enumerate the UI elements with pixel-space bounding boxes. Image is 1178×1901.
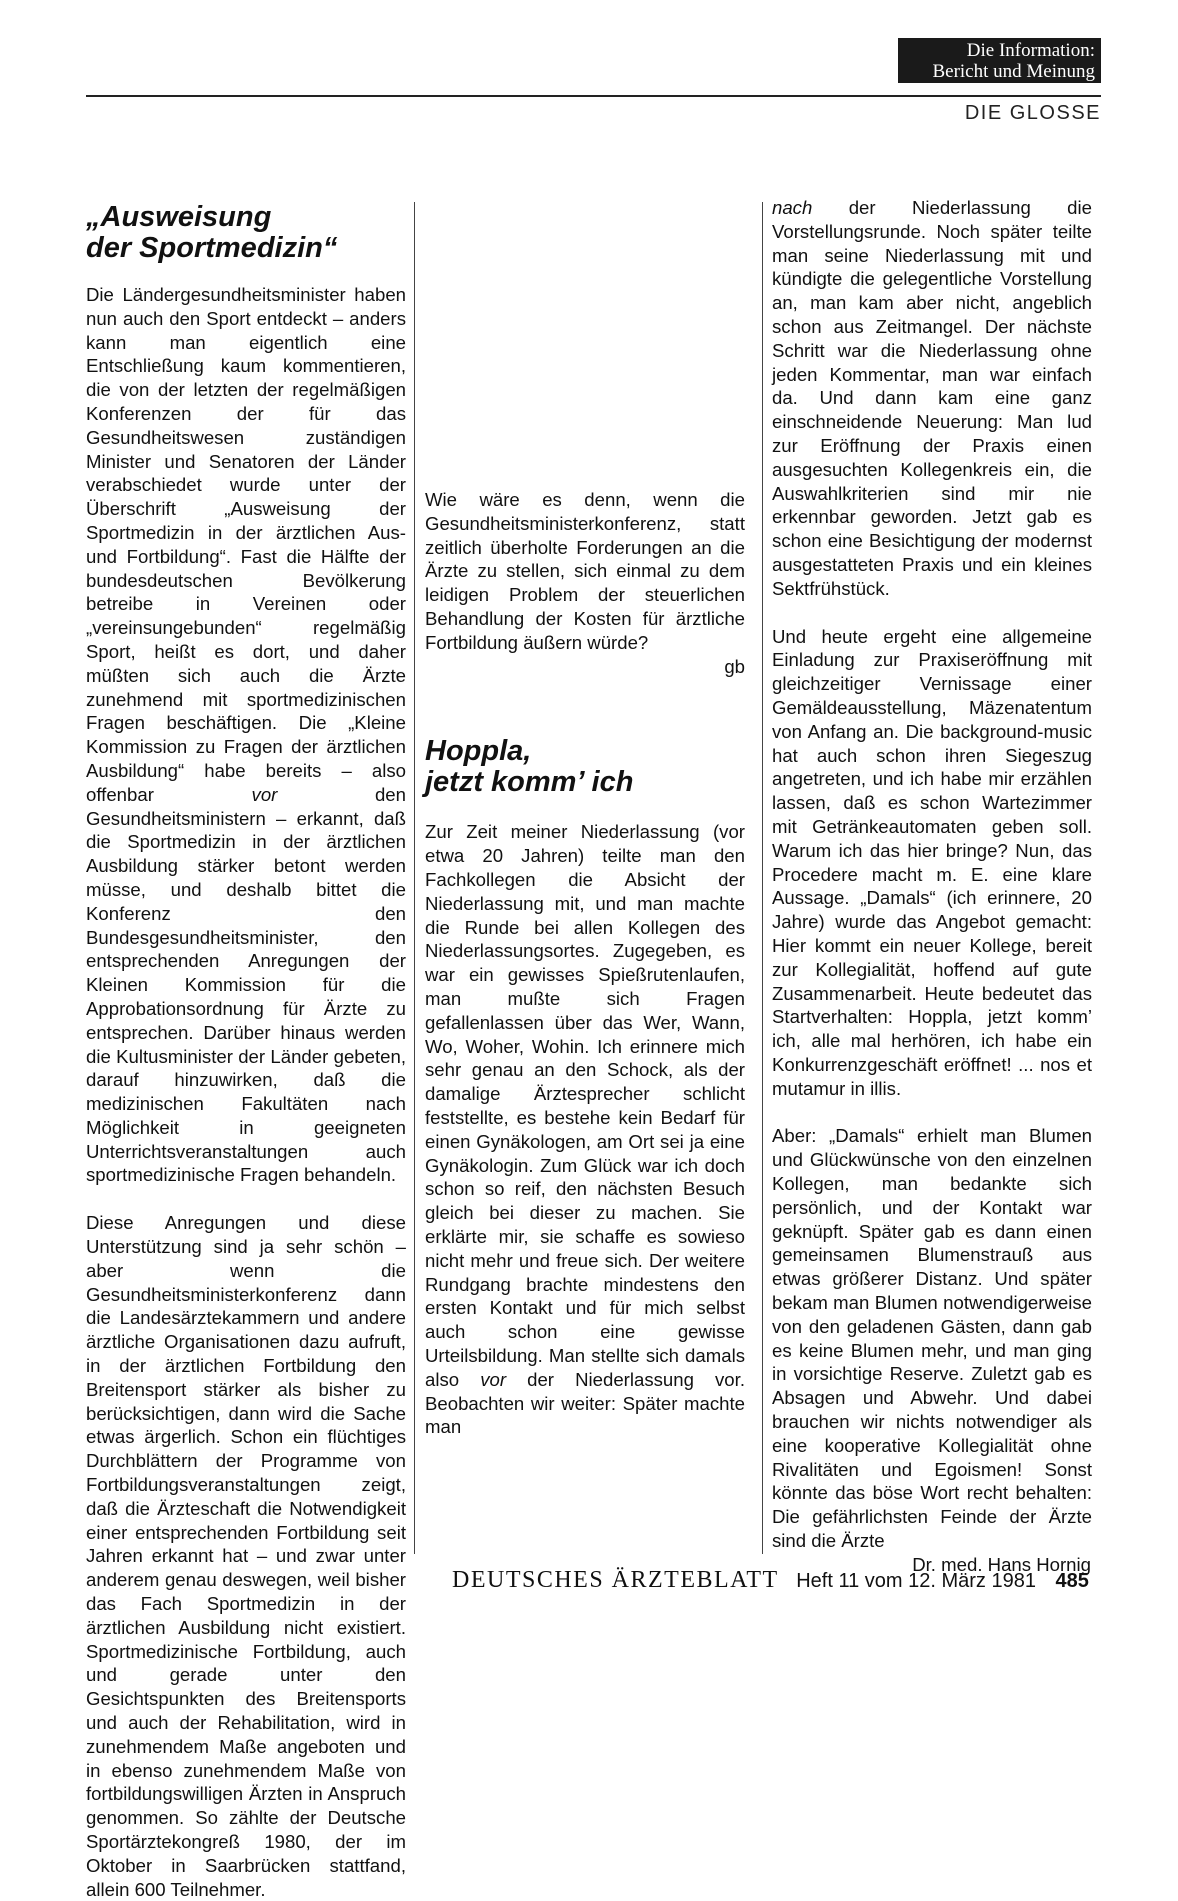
column-divider-2 xyxy=(762,202,763,1554)
article1-title-line2: der Sportmedizin“ xyxy=(86,232,338,264)
article2-paragraph-3: Aber: „Damals“ erhielt man Blumen und Glückwünsche von den einzelnen Kollegen, man bedankte sich persönlich, und der Kontakt war geknüpft. Später gab es dann einen gemeinsamen Blumenstrauß aus etwas größerer Distanz. Und später bekam man Blumen notwendigerweise von den geladenen Gästen, dann gab es keine Blumen mehr, und man ging in vorsichtige Reserve. Zuletzt gab es Absagen und Abwehr. Und dabei brauchen wir nichts notwendiger als eine kooperative Kollegialität ohne Rivalitäten und Egoismen! Sonst könnte das böse Wort recht behalten: Die gefährlichsten Feinde der Ärzte sind die Ärzte xyxy=(772,1125,1092,1552)
article2-p1-emphasis-2: nach xyxy=(772,197,813,218)
paragraph-gap xyxy=(772,601,1092,625)
article2-paragraph-1-continued xyxy=(772,196,1092,601)
article1-title xyxy=(86,202,406,264)
article2-p1-text-a: Zur Zeit meiner Niederlassung (vor etwa 20 Jahren) teilte man den Fachkollegen die Absicht der Niederlassung mit, und man machte die Runde bei allen Kollegen des Niederlassungsortes. Zugegeben, es war ein gewisses Spießrutenlaufen, man mußte sich Fragen gefallenlassen über das Wer, Wann, Wo, Woher, Wohin. Ich erinnere mich sehr genau an den Schock, als der damalige Ärztesprecher schlicht feststellte, es bestehe kein Bedarf für einen Gynäkologen, am Ort sei ja eine Gynäkologin. Zum Glück war ich doch schon so reif, den nächsten Besuch gleich bei dieser zu machen. Sie erklärte mir, sie schaffe es sowieso nicht mehr und freue sich. Der weitere Rundgang brachte mindestens den ersten Kontakt und für mich selbst auch schon eine gewisse Urteilsbildung. Man stellte sich damals also xyxy=(425,821,745,1390)
column-2 xyxy=(425,196,745,1439)
article1-p1-emphasis: vor xyxy=(251,783,278,805)
page-footer xyxy=(452,1567,1089,1594)
article2-p1-emphasis-1: vor xyxy=(480,1368,507,1390)
issue-info: Heft 11 vom 12. März 1981 xyxy=(796,1570,1036,1592)
article1-p1-text-b: den Gesundheitsministern – erkannt, daß die Sportmedizin in der ärztlichen Ausbildung stärker betont werden müsse, und deshalb bittet die Konferenz den Bundesgesundheitsminister, den entsprechenden Anregungen der Kleinen Kommission für die Approbationsordnung für Ärzte zu entsprechen. Darüber hinaus werden die Kultusminister der Länder gebeten, darauf hinzuwirken, daß die medizinischen Fakultäten nach Möglichkeit in geeigneten Unterrichtsveranstaltungen auch sportmedizinische Fragen behandeln. xyxy=(86,783,406,1186)
article2-title xyxy=(425,736,745,798)
article1-paragraph-1 xyxy=(86,283,406,1187)
section-badge xyxy=(898,38,1101,83)
article1-signature: gb xyxy=(724,655,745,677)
column-3 xyxy=(772,196,1092,1577)
column-divider-1 xyxy=(414,202,415,1554)
paragraph-gap xyxy=(772,1100,1092,1124)
article2-p1-text-b: der Niederlassung vor. Beobachten wir weiter: Später machte man xyxy=(425,1368,745,1438)
article2-signature: Dr. med. Hans Hornig xyxy=(912,1553,1091,1575)
article1-title-line1: „Ausweisung xyxy=(86,201,272,233)
column-2-continuation-space xyxy=(425,196,745,488)
article2-p1-text-c: der Niederlassung die Vorstellungsrunde. Noch später teilte man seine Niederlassung mit und kündigte die gelegentliche Vorstellung an, man kam aber nicht, angeblich schon aus Zeitmangel. Der nächste Schritt war die Niederlassung ohne jeden Kommentar, man war einfach da. Und dann kam eine ganz einschneidende Neuerung: Man lud zur Eröffnung der Praxis einen ausgesuchten Kollegenkreis ein, die Auswahlkriterien sind mir nie erkennbar geworden. Jetzt gab es schon eine Besichtigung der modernst ausgestatteten Praxis und ein kleines Sektfrühstück. xyxy=(772,197,1092,599)
article2-paragraph-2: Und heute ergeht eine allgemeine Einladung zur Praxiseröffnung mit gleichzeitiger Vernissage einer Gemäldeausstellung, Mäzenatentum von Anfang an. Die background-music hat auch schon ihren Siegeszug angetreten, und ich habe mir erzählen lassen, daß es schon Wartezimmer mit Getränkeautomaten geben soll. Warum ich das hier bringe? Nun, das Procedere macht m. E. eine klare Aussage. „Damals“ (ich erinnere, 20 Jahre) wurde das Angebot gemacht: Hier kommt ein neuer Kollege, bereit zur Kollegialität, hoffend auf gute Zusammenarbeit. Heute bedeutet das Startverhalten: Hoppla, jetzt komm’ ich, alle mal herhören, ich habe ein Konkurrenzgeschäft eröffnet! ... nos et mutamur in illis. xyxy=(772,625,1092,1099)
article2-title-line1: Hoppla, xyxy=(425,735,532,768)
page-number: 485 xyxy=(1055,1570,1089,1592)
article1-p3-text: Wie wäre es denn, wenn die Gesundheitsministerkonferenz, statt zeitlich überholte Forderungen an die Ärzte zu stellen, sich einmal zu dem leidigen Problem der steuerlichen Behandlung der Kosten für ärztliche Fortbildung äußern würde? xyxy=(425,489,745,653)
article1-paragraph-2: Diese Anregungen und diese Unterstützung sind ja sehr schön – aber wenn die Gesundheitsministerkonferenz dann die Landesärztekammern und andere ärztliche Organisationen dazu aufruft, in der ärztlichen Fortbildung den Breitensport stärker als bisher zu berücksichtigen, dann wird die Sache etwas ärgerlich. Schon ein flüchtiges Durchblättern der Programme von Fortbildungsveranstaltungen zeigt, daß die Ärzteschaft die Notwendigkeit einer entsprechenden Fortbildung seit Jahren erkannt hat – und zwar unter anderem genau deswegen, weil bisher das Fach Sportmedizin in der ärztlichen Ausbildung nicht existiert. Sportmedizinische Fortbildung, auch und gerade unter den Gesichtspunkten des Breitensports und auch der Rehabilitation, wird in zunehmendem Maße angeboten und in ebenso zunehmendem Maße von fortbildungswilligen Ärzten in Anspruch genommen. So zählte der Deutsche Sportärztekongreß 1980, der im Oktober in Saarbrücken stattfand, allein 600 Teilnehmer. xyxy=(86,1212,406,1900)
column-1 xyxy=(86,196,406,1901)
article1-paragraph-3 xyxy=(425,488,745,655)
article2-title-line2: jetzt komm’ ich xyxy=(425,766,634,799)
journal-name: DEUTSCHES ÄRZTEBLATT xyxy=(452,1567,779,1593)
header-rule xyxy=(86,95,1101,97)
section-label: DIE GLOSSE xyxy=(964,102,1101,124)
article2-paragraph-1 xyxy=(425,820,745,1439)
paragraph-gap xyxy=(86,1187,406,1211)
badge-line-1: Die Information: xyxy=(966,40,1095,61)
badge-line-2: Bericht und Meinung xyxy=(932,61,1095,82)
article1-p1-text-a: Die Ländergesundheitsminister haben nun auch den Sport entdeckt – anders kann man eigentlich eine Entschließung kaum kommentieren, die von der letzten der regelmäßigen Konferenzen der für das Gesundheitswesen zuständigen Minister und Senatoren der Länder verabschiedet wurde unter der Überschrift „Ausweisung der Sportmedizin in der ärztlichen Aus- und Fortbildung“. Fast die Hälfte der bundesdeutschen Bevölkerung betreibe in Vereinen oder „vereinsungebunden“ regelmäßig Sport, heißt es dort, und daher müßten sich auch die Ärzte zunehmend mit sportmedizinischen Fragen beschäftigen. Die „Kleine Kommission zu Fragen der ärztlichen Ausbildung“ habe bereits – also offenbar xyxy=(86,284,406,805)
